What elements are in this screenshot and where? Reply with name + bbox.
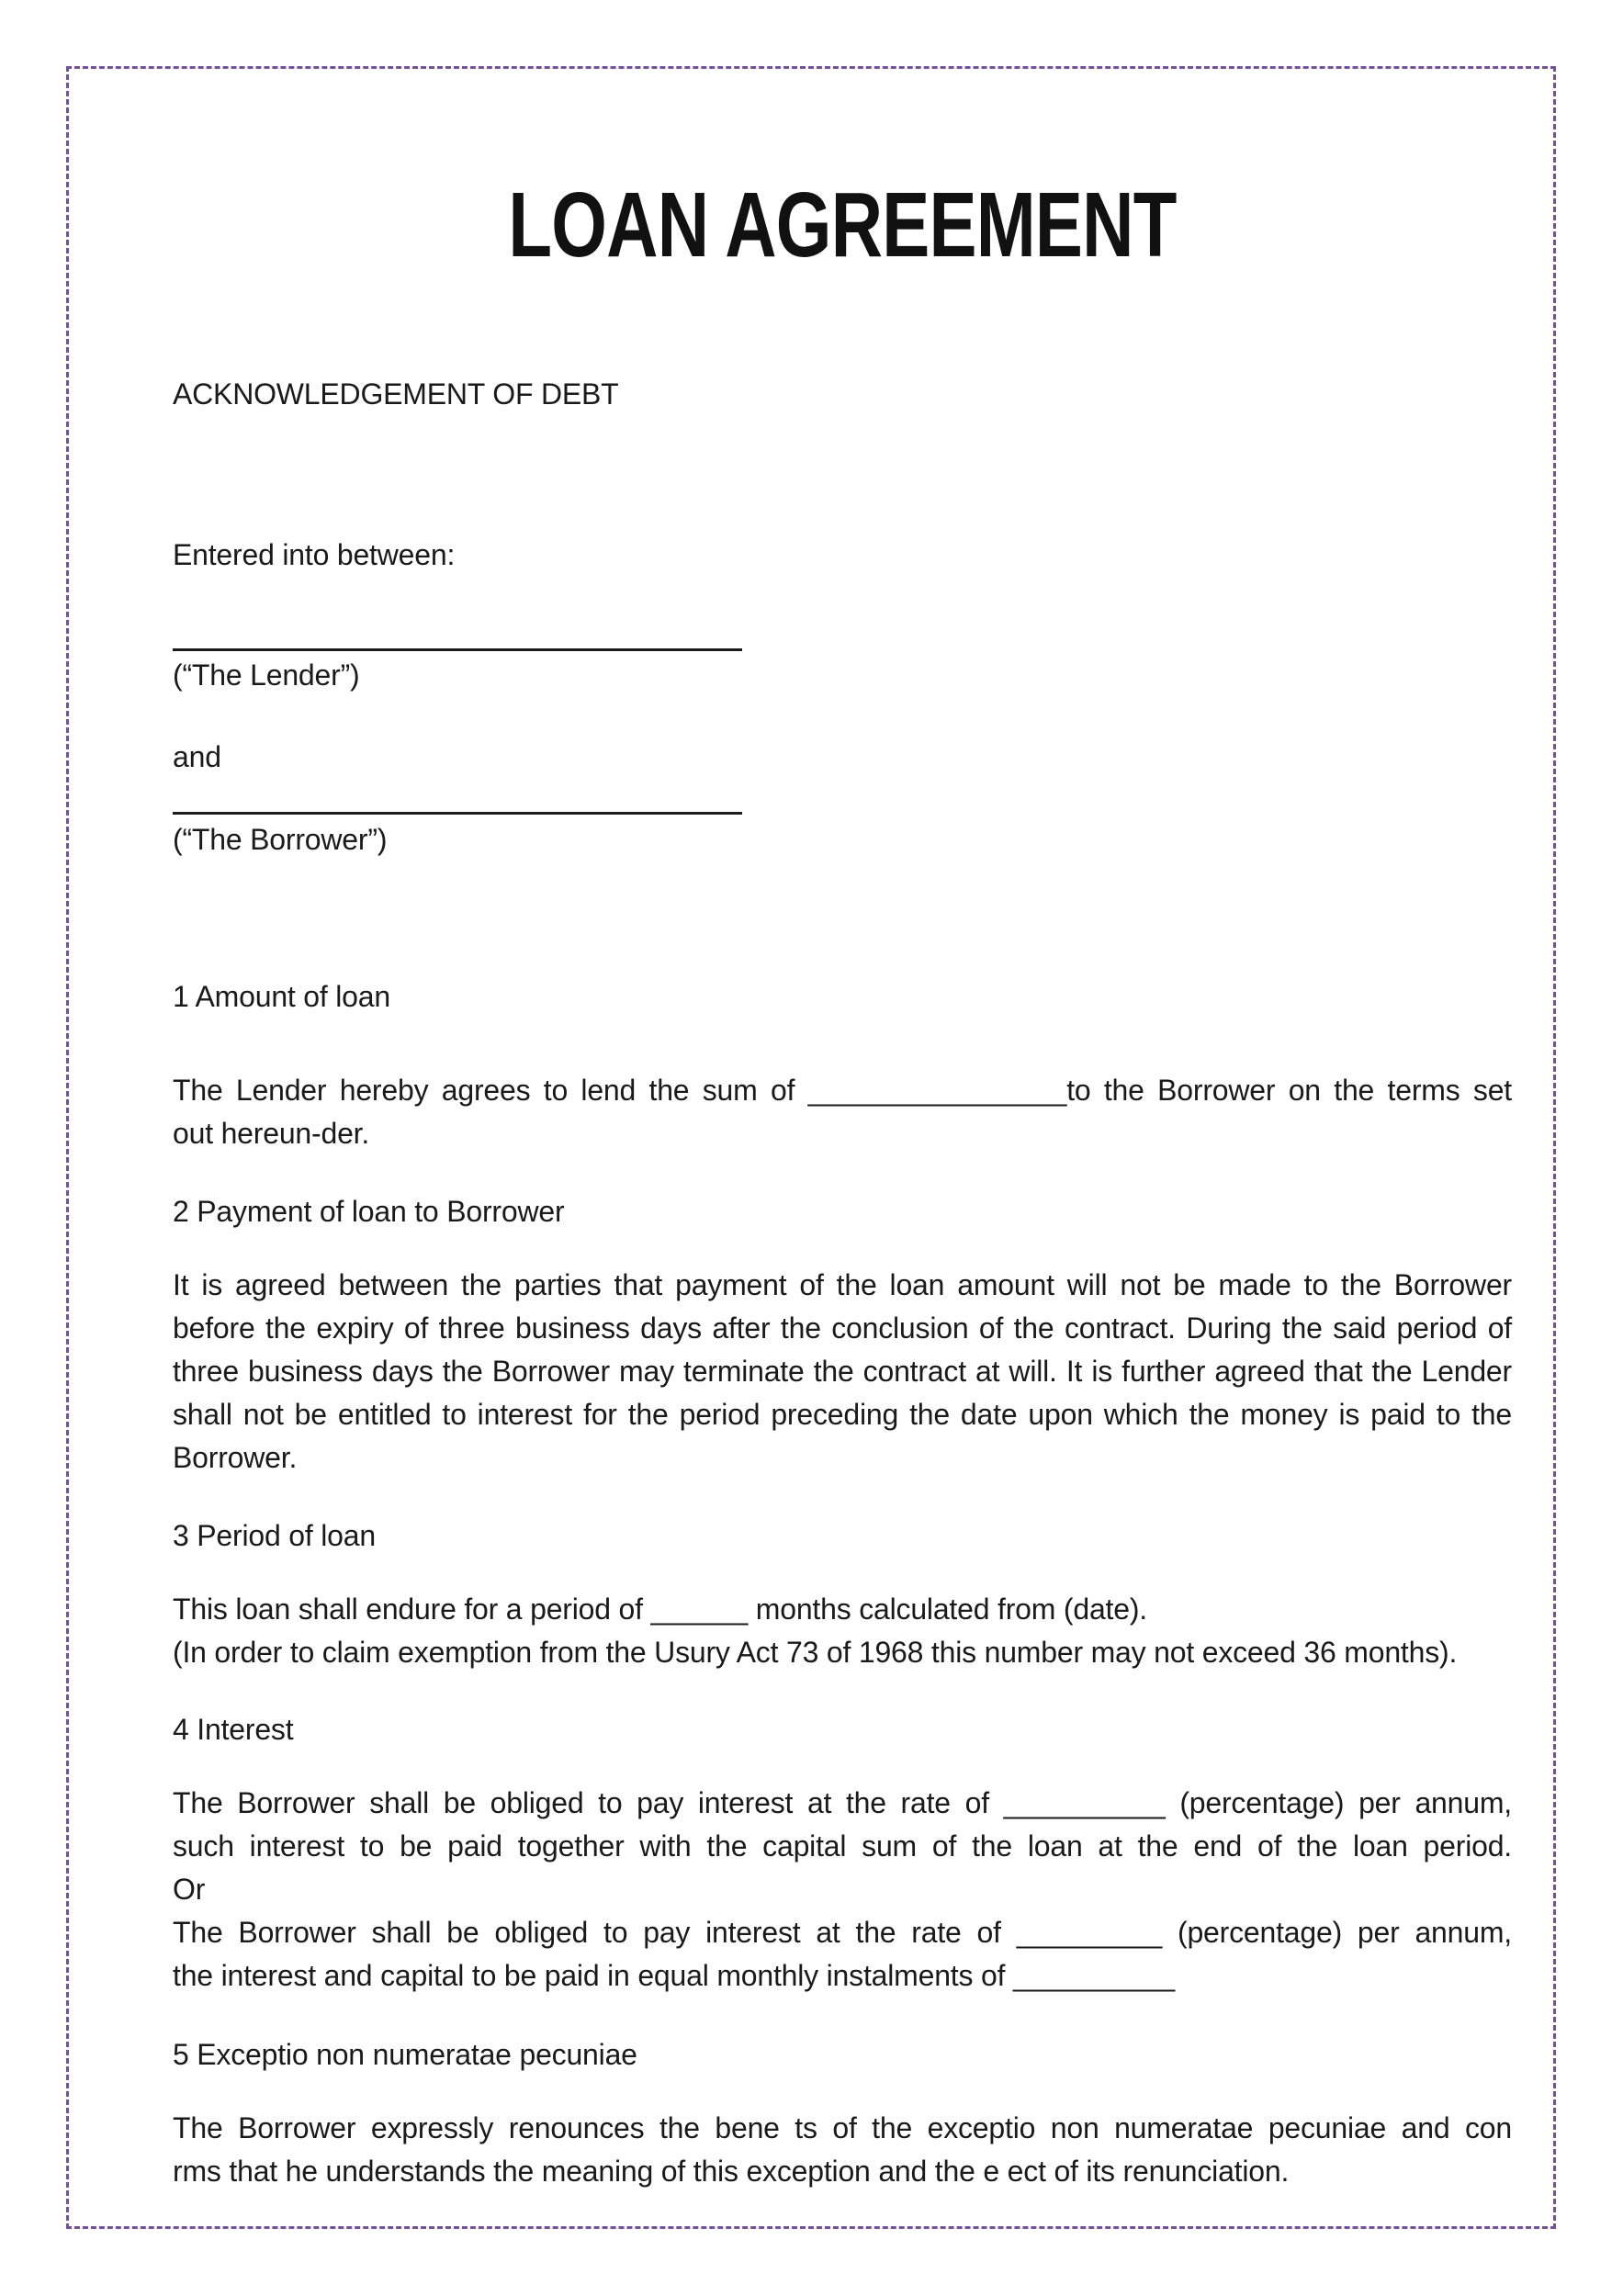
section-2-heading: 2 Payment of loan to Borrower [173, 1195, 565, 1228]
paragraph-line: It is agreed between the parties that payment of the loan amount will not be made to the Borrower [173, 1268, 1512, 1301]
section-3-heading: 3 Period of loan [173, 1519, 376, 1552]
section-3-paragraph [173, 1588, 1512, 1674]
entered-into-between-label: Entered into between: [173, 538, 456, 571]
paragraph-line: The Borrower shall be obliged to pay interest at the rate of __________ (percentage) per annum, [173, 1786, 1512, 1819]
lender-name-blank-line [173, 648, 742, 651]
borrower-name-blank-line [173, 812, 742, 815]
section-5-paragraph [173, 2107, 1512, 2193]
paragraph-line: three business days the Borrower may terminate the contract at will. It is further agreed that the Lender [173, 1355, 1512, 1388]
paragraph-line: out hereun-der. [173, 1117, 370, 1150]
acknowledgement-heading: ACKNOWLEDGEMENT OF DEBT [173, 377, 619, 411]
section-1-heading: 1 Amount of loan [173, 980, 390, 1013]
paragraph-line: such interest to be paid together with the capital sum of the loan at the end of the loan period. [173, 1829, 1512, 1863]
document-content [173, 0, 1512, 2296]
paragraph-line: before the expiry of three business days after the conclusion of the contract. During the said period of [173, 1311, 1512, 1345]
section-4-paragraph [173, 1782, 1512, 1998]
section-2-paragraph [173, 1264, 1512, 1480]
and-label: and [173, 740, 221, 773]
borrower-label: (“The Borrower”) [173, 823, 388, 856]
paragraph-line: The Borrower shall be obliged to pay interest at the rate of _________ (percentage) per annum, [173, 1916, 1512, 1949]
paragraph-line: Borrower. [173, 1441, 298, 1474]
lender-label: (“The Lender”) [173, 658, 360, 692]
paragraph-line: Or [173, 1873, 206, 1906]
paragraph-line: shall not be entitled to interest for the period preceding the date upon which the money is paid to the [173, 1398, 1512, 1431]
section-1-paragraph [173, 1069, 1512, 1155]
section-4-heading: 4 Interest [173, 1713, 294, 1746]
paragraph-line: rms that he understands the meaning of this exception and the e ect of its renunciation. [173, 2155, 1290, 2188]
section-5-heading: 5 Exceptio non numeratae pecuniae [173, 2038, 637, 2071]
paragraph-line: the interest and capital to be paid in equal monthly instalments of __________ [173, 1959, 1175, 1992]
paragraph-line: The Borrower expressly renounces the bene ts of the exceptio non numeratae pecuniae and con [173, 2111, 1512, 2144]
paragraph-line: The Lender hereby agrees to lend the sum of ________________to the Borrower on the terms set [173, 1074, 1512, 1107]
paragraph-line: This loan shall endure for a period of ______ months calculated from (date). [173, 1593, 1147, 1626]
document-title: LOAN AGREEMENT [508, 174, 1177, 276]
paragraph-line: (In order to claim exemption from the Usury Act 73 of 1968 this number may not exceed 36 months). [173, 1636, 1458, 1669]
